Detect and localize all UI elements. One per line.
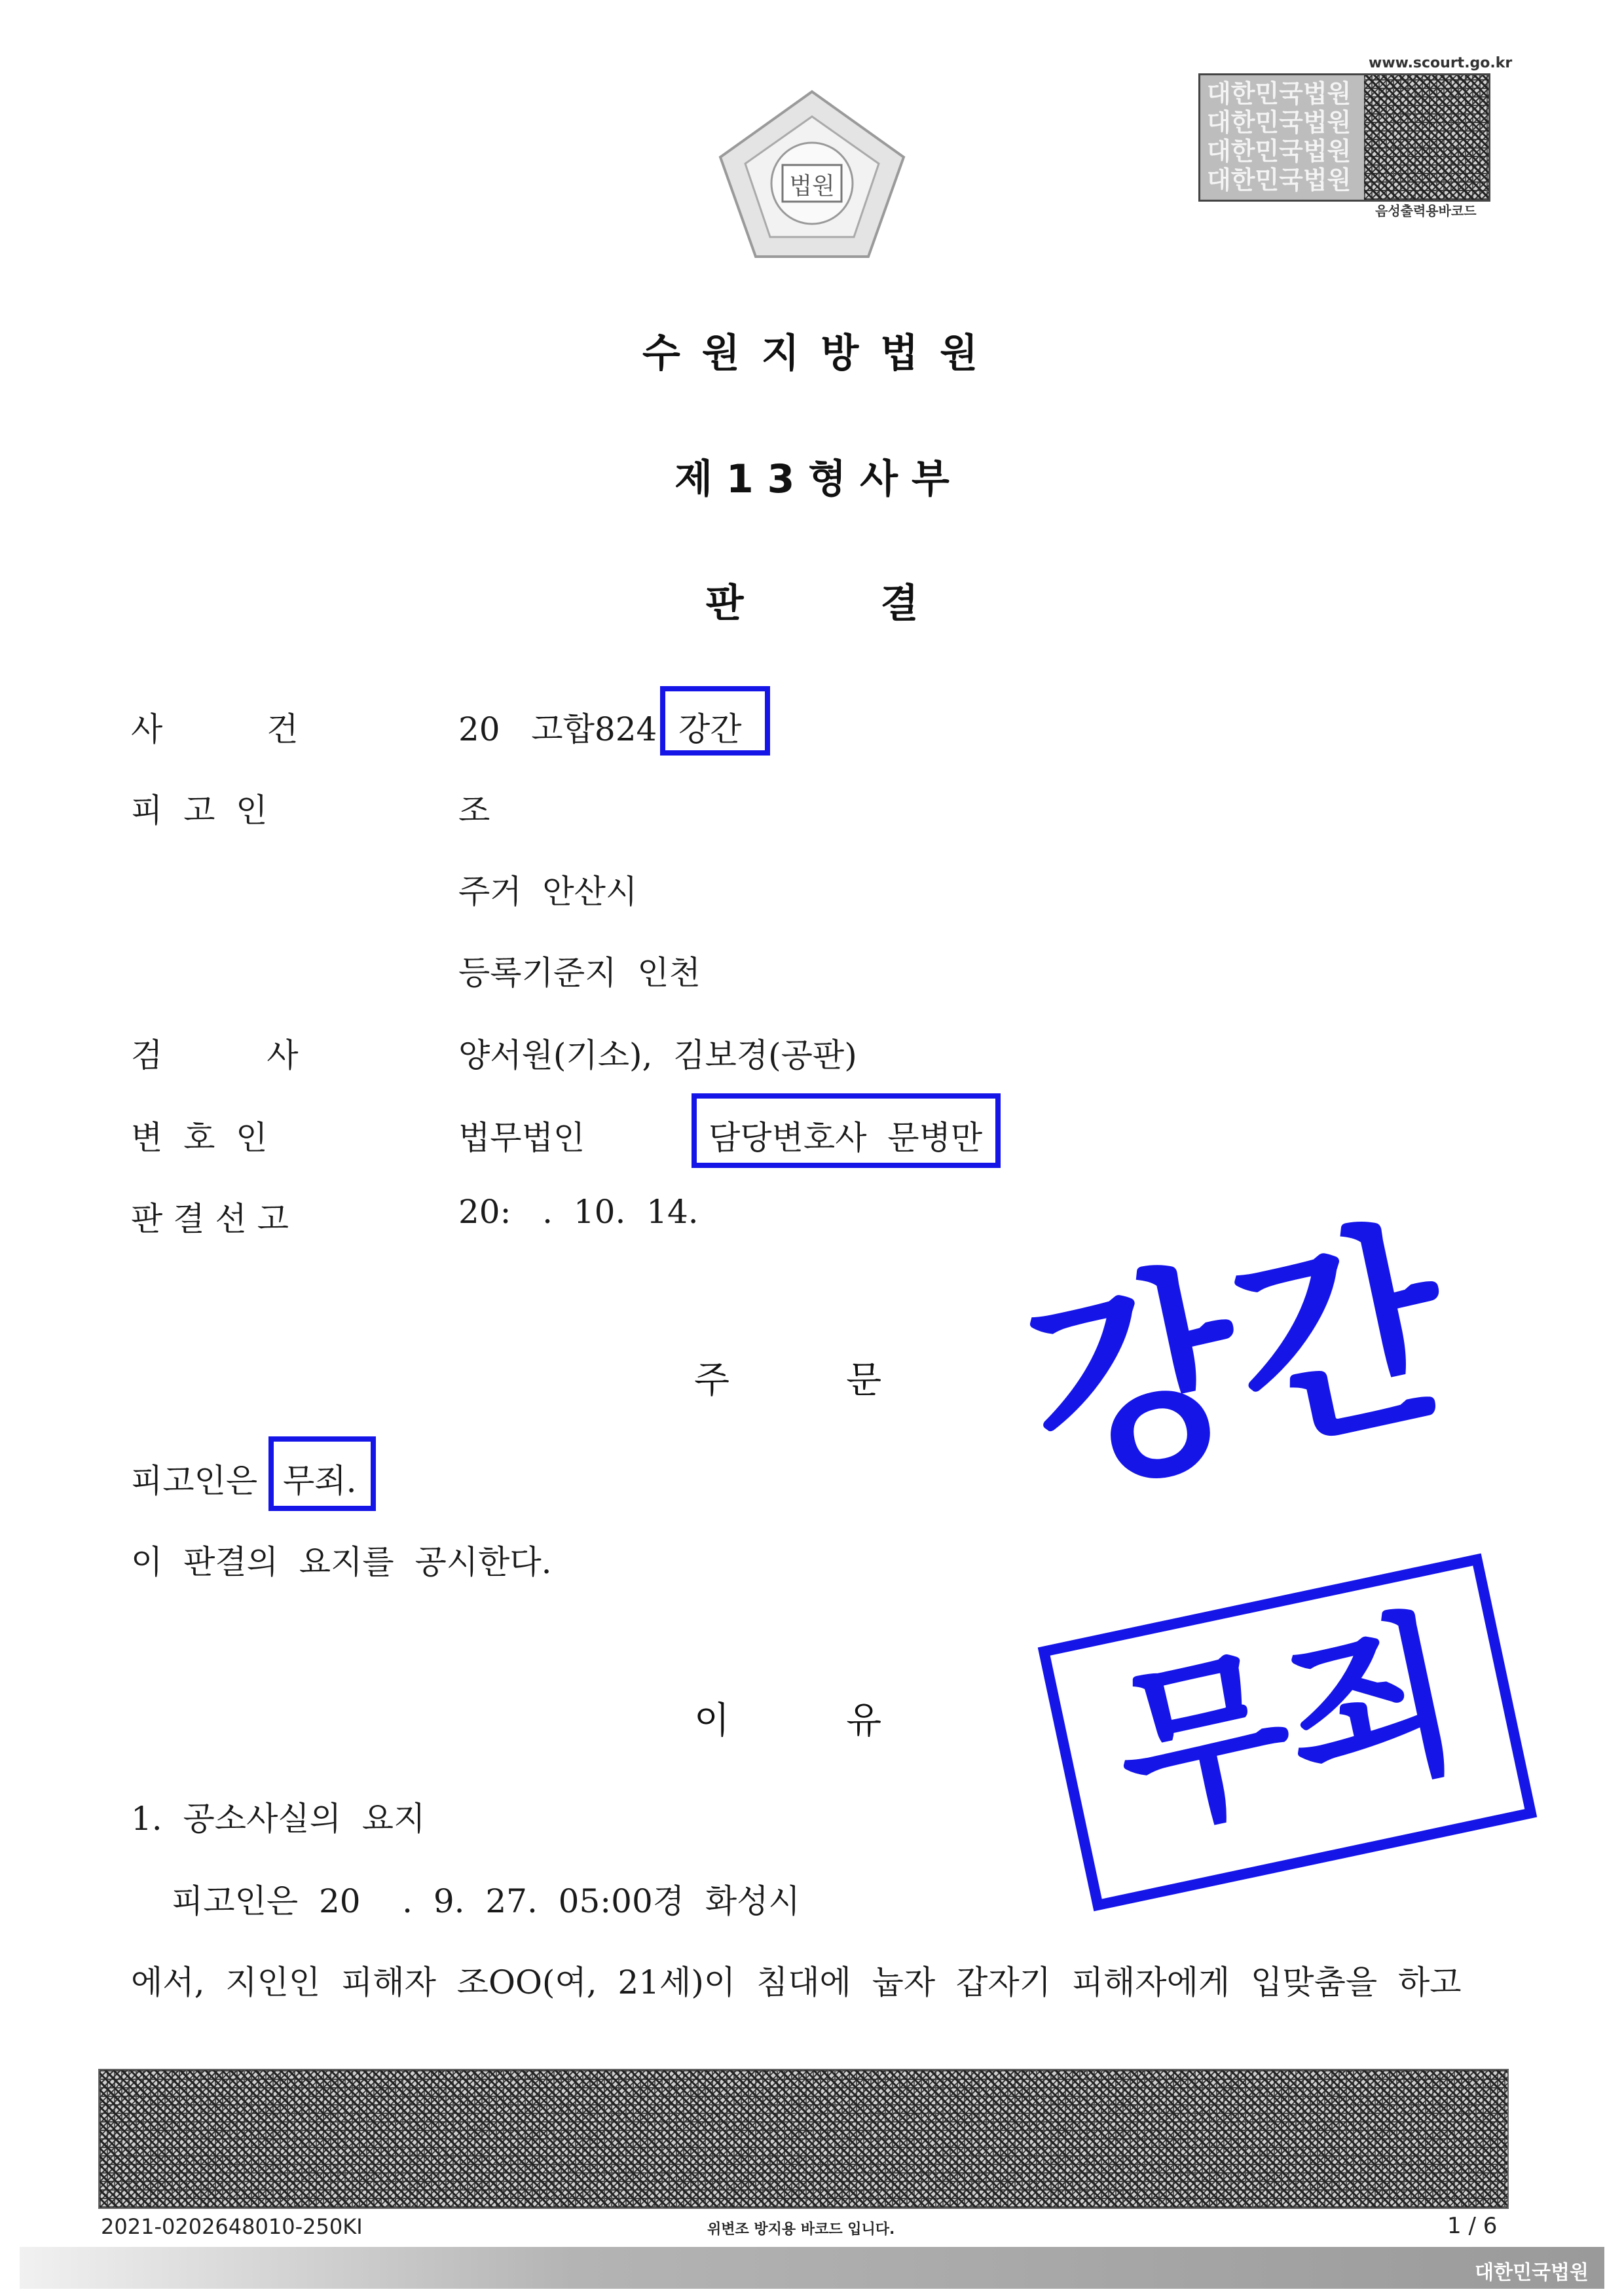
field-label-counsel: 변 호 인 bbox=[131, 1119, 268, 1157]
barcode-watermark: 대한민국법원 대한민국법원 대한민국법원 대한민국법원 bbox=[1207, 79, 1352, 194]
barcode-caption: 음성출력용바코드 bbox=[1375, 203, 1477, 219]
charges-subheading: 1. 공소사실의 요지 bbox=[131, 1800, 426, 1838]
field-value-address: 주거 안산시 bbox=[458, 873, 638, 911]
charges-para-line-2: 에서, 지인인 피해자 조OO(여, 21세)이 침대에 눕자 갑자기 피해자에게 입맞춤을 하고 bbox=[131, 1963, 1462, 2001]
page-number: 1 / 6 bbox=[1447, 2213, 1498, 2239]
field-value-defendant: 조 bbox=[458, 792, 490, 829]
lawyer-name: 담당변호사 문병만 bbox=[709, 1119, 983, 1157]
footer-brand: 대한민국법원 bbox=[1475, 2261, 1589, 2284]
field-label-defendant: 피 고 인 bbox=[131, 792, 268, 829]
lawyer-highlight bbox=[692, 1093, 1001, 1168]
document-type: 판 결 bbox=[705, 581, 919, 627]
field-value-case: 20 고합824 bbox=[458, 710, 657, 748]
field-label-sentencing-date: 판 결 선 고 bbox=[131, 1200, 289, 1238]
field-label-case: 사 건 bbox=[131, 710, 299, 748]
division-name: 제 1 3 형 사 부 bbox=[674, 456, 950, 502]
anti-forgery-barcode bbox=[98, 2069, 1509, 2209]
stamp-box bbox=[1038, 1554, 1538, 1912]
stamp-big-text: 강간 bbox=[1008, 1195, 1469, 1528]
order-line-2: 이 판결의 요지를 공시한다. bbox=[131, 1543, 552, 1581]
verdict-text: 무죄. bbox=[283, 1462, 357, 1500]
qr-barcode bbox=[1198, 73, 1490, 202]
court-emblem bbox=[714, 85, 910, 262]
order-line-1: 피고인은 bbox=[131, 1462, 258, 1500]
field-value-sentencing-date: 20: . 10. 14. bbox=[458, 1193, 699, 1231]
emblem-text: 법원 bbox=[789, 173, 835, 200]
court-name: 수 원 지 방 법 원 bbox=[642, 331, 982, 376]
footer-band bbox=[20, 2247, 1604, 2289]
field-value-counsel: 법무법인 bbox=[458, 1119, 585, 1157]
field-value-prosecutor: 양서원(기소), 김보경(공판) bbox=[458, 1036, 857, 1074]
order-heading: 주 문 bbox=[694, 1359, 882, 1402]
barcode-note: 위변조 방지용 바코드 입니다. bbox=[707, 2221, 895, 2238]
field-label-prosecutor: 검 사 bbox=[131, 1036, 299, 1074]
document-id: 2021-0202648010-250KI bbox=[101, 2214, 363, 2239]
site-url: www.scourt.go.kr bbox=[1369, 55, 1513, 71]
field-value-registry: 등록기준지 인천 bbox=[458, 954, 701, 992]
stamp-box-text: 무죄 bbox=[1099, 1588, 1477, 1862]
case-name: 강간 bbox=[678, 710, 742, 748]
reason-heading: 이 유 bbox=[694, 1700, 882, 1742]
charges-para-line-1: 피고인은 20 . 9. 27. 05:00경 화성시 bbox=[172, 1882, 800, 1920]
verdict-highlight bbox=[268, 1436, 376, 1511]
case-name-highlight bbox=[660, 686, 770, 756]
